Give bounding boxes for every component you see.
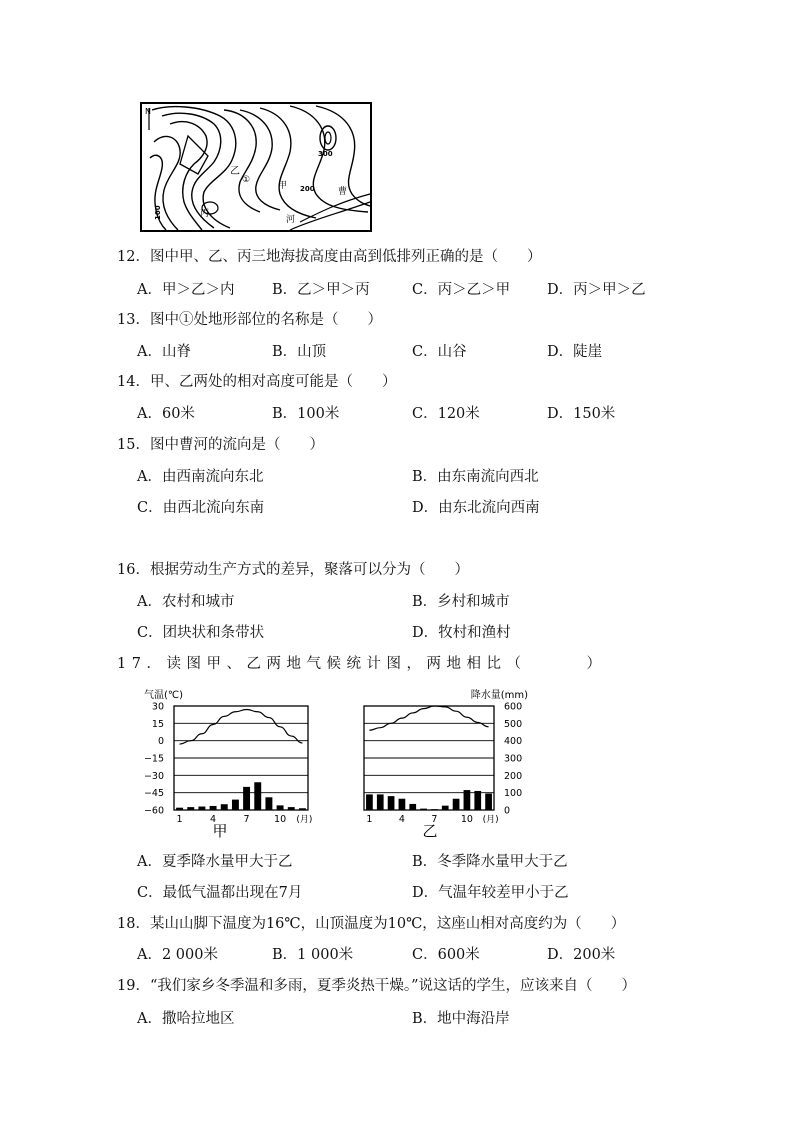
bar-8 [254,782,261,810]
y-tick-label: −15 [143,753,164,765]
q14-option-c[interactable]: C．120米 [412,406,480,422]
bar-3 [198,807,205,810]
question-18-stem: 18．某山山脚下温度为16℃，山顶温度为10℃，这座山相对高度约为（ ） [117,916,626,932]
x-tick-label: 4 [398,814,405,825]
y-tick-label: −30 [143,770,164,782]
q13-option-d[interactable]: D．陡崖 [547,344,603,360]
bar-4 [210,806,217,810]
bar-4 [399,799,406,810]
q14-option-a[interactable]: A．60米 [137,406,195,422]
question-12-stem: 12．图中甲、乙、丙三地海拔高度由高到低排列正确的是（ ） [117,249,542,265]
q12-option-a[interactable]: A．甲＞乙＞内 [137,282,235,298]
bar-10 [277,805,284,810]
x-axis-unit: (月) [296,815,313,825]
q15-option-a[interactable]: A．由西南流向东北 [137,469,264,485]
bar-11 [474,791,481,810]
bar-10 [464,790,471,810]
question-16-stem: 16．根据劳动生产方式的差异，聚落可以分为（ ） [117,562,469,578]
bar-5 [409,804,416,810]
q14-option-b[interactable]: B．100米 [272,406,340,422]
q19-option-a[interactable]: A．撒哈拉地区 [137,1011,235,1027]
bar-1 [176,808,183,810]
x-tick-label: 7 [431,814,438,825]
climate-chart-jia [128,688,328,838]
q12-option-d[interactable]: D．丙＞甲＞乙 [547,282,646,298]
x-tick-label: 1 [176,814,183,825]
contour-label-300: 300 [318,150,333,158]
chart-title: 甲 [212,822,228,838]
question-17-stem: 17．读图甲、乙两地气候统计图，两地相比（ ） [117,656,607,672]
climate-chart-jia-svg [128,688,328,838]
label-river-he: 河 [286,215,296,225]
y-tick-label: 400 [504,736,523,748]
q13-option-b[interactable]: B．山顶 [272,344,327,360]
q18-option-a[interactable]: A．2 000米 [137,947,218,963]
x-tick-label: 7 [243,814,250,825]
bar-7 [431,809,438,810]
bar-12 [299,808,306,810]
q16-option-d[interactable]: D．牧村和渔村 [412,625,511,641]
y-tick-label: 0 [157,736,164,748]
temperature-curve [369,706,488,730]
question-14-stem: 14．甲、乙两处的相对高度可能是（ ） [117,374,397,390]
bar-11 [288,807,295,810]
q13-option-c[interactable]: C．山谷 [412,344,467,360]
y-tick-label: 500 [504,718,523,730]
x-tick-label: 1 [366,814,373,825]
q13-option-a[interactable]: A．山脊 [137,344,191,360]
x-tick-label: 10 [460,814,473,825]
x-axis-unit: (月) [482,815,499,825]
bar-12 [485,794,492,810]
q16-option-b[interactable]: B．乡村和城市 [412,594,510,610]
y-tick-label: 300 [504,753,523,765]
bar-9 [265,797,272,810]
marker-1: ① [242,175,251,185]
bar-6 [420,809,427,810]
bar-3 [388,796,395,810]
label-jia: 甲 [278,181,288,191]
q17-option-a[interactable]: A．夏季降水量甲大于乙 [137,854,293,870]
bar-2 [377,794,384,810]
y-tick-label: 15 [151,718,164,730]
bar-6 [232,800,239,810]
climate-chart-yi [352,688,532,838]
y-axis-label: 气温(℃) [144,690,184,701]
label-river-cao: 曹 [338,187,348,197]
north-label: N [145,107,151,116]
contour-map-svg [140,102,372,232]
contour-label-200: 200 [300,185,315,193]
q14-option-d[interactable]: D．150米 [547,406,616,422]
q19-option-b[interactable]: B．地中海沿岸 [412,1011,510,1027]
y-tick-label: 600 [504,701,523,713]
q17-option-d[interactable]: D．气温年较差甲小于乙 [412,885,569,901]
q12-option-b[interactable]: B．乙＞甲＞丙 [272,282,370,298]
y-tick-label: −45 [143,788,164,800]
chart-title: 乙 [422,822,438,838]
q15-option-c[interactable]: C．由西北流向东南 [137,500,265,516]
q15-option-d[interactable]: D．由东北流向西南 [412,500,540,516]
contour-label-100: 100 [154,205,162,220]
question-15-stem: 15．图中曹河的流向是（ ） [117,437,324,453]
bar-8 [442,806,449,810]
q12-option-c[interactable]: C．丙＞乙＞甲 [412,282,511,298]
label-bing: 丙 [200,209,210,219]
x-tick-label: 4 [210,814,217,825]
topographic-map [140,102,372,232]
question-13-stem: 13．图中①处地形部位的名称是（ ） [117,312,382,328]
question-19-stem: 19．“我们家乡冬季温和多雨，夏季炎热干燥。”说这话的学生，应该来自（ ） [117,978,637,994]
temperature-curve [180,709,303,744]
bar-2 [187,807,194,810]
y-axis-label: 降水量(mm) [470,690,528,701]
q16-option-a[interactable]: A．农村和城市 [137,594,235,610]
q17-option-b[interactable]: B．冬季降水量甲大于乙 [412,854,568,870]
climate-chart-yi-svg [352,688,532,838]
y-tick-label: −60 [143,805,164,817]
label-yi: 乙 [230,166,240,177]
bar-9 [453,799,460,810]
y-tick-label: 200 [504,770,523,782]
y-tick-label: 0 [504,805,511,817]
q18-option-c[interactable]: C．600米 [412,947,480,963]
y-tick-label: 30 [151,701,164,713]
y-tick-label: 100 [504,788,523,800]
x-tick-label: 10 [274,814,287,825]
q16-option-c[interactable]: C．团块状和条带状 [137,625,265,641]
q18-option-b[interactable]: B．1 000米 [272,947,354,963]
q15-option-b[interactable]: B．由东南流向西北 [412,469,539,485]
q17-option-c[interactable]: C．最低气温都出现在7月 [137,885,303,901]
q18-option-d[interactable]: D．200米 [547,947,616,963]
bar-7 [243,787,250,810]
bar-1 [366,794,373,810]
bar-5 [221,804,228,810]
